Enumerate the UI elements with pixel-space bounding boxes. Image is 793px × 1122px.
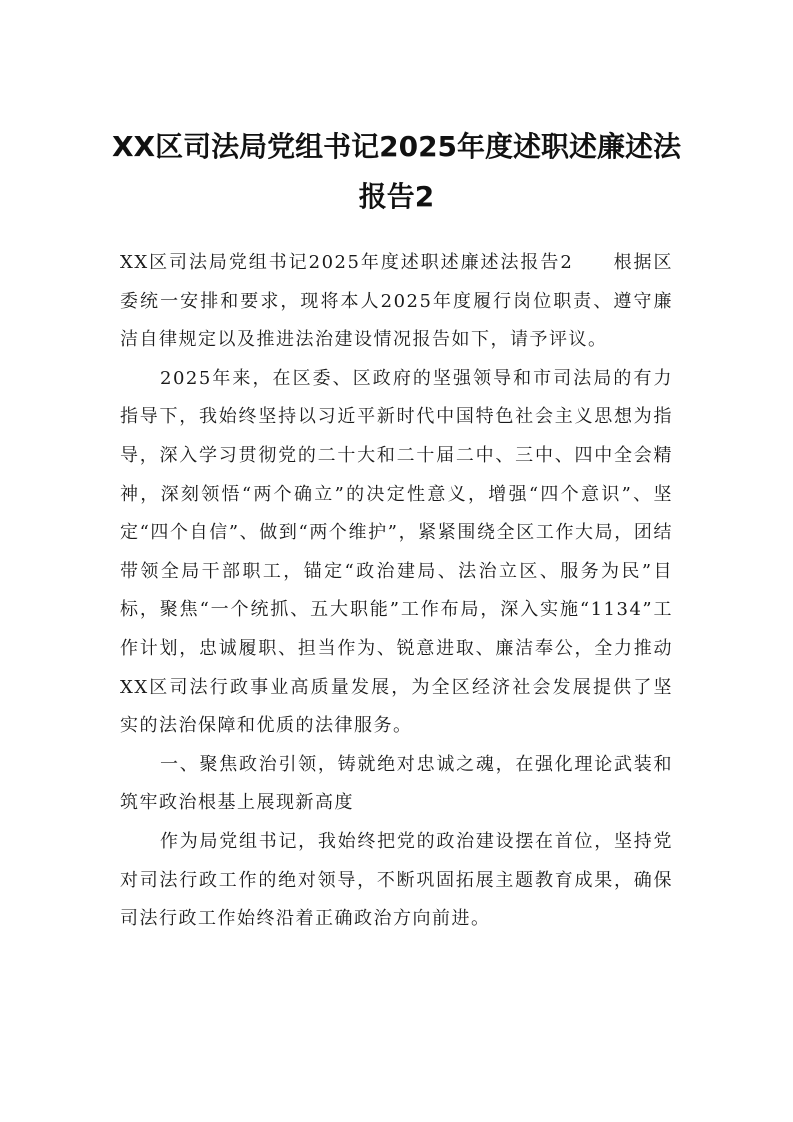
section-heading-1: 一、聚焦政治引领，铸就绝对忠诚之魂，在强化理论武装和筑牢政治根基上展现新高度 <box>120 753 673 814</box>
paragraph-overview: 2025年来，在区委、区政府的坚强领导和市司法局的有力指导下，我始终坚持以习近平新时代中国特色社会主义思想为指导，深入学习贯彻党的二十大和二十届二中、三中、四中全会精神，深刻领悟“两个确立”的决定性意义，增强“四个意识”、坚定“四个自信”、做到“两个维护”，紧紧围绕全区工作大局，团结带领全局干部职工，锚定“政治建局、法治立区、服务为民”目标，聚焦“一个统抓、五大职能”工作布局，深入实施“1134”工作计划，忠诚履职、担当作为、锐意进取、廉洁奉公，全力推动XX区司法行政事业高质量发展，为全区经济社会发展提供了坚实的法治保障和优质的法律服务。 <box>120 367 673 737</box>
document-body <box>120 244 673 939</box>
paragraph-section-1: 作为局党组书记，我始终把党的政治建设摆在首位，坚持党对司法行政工作的绝对领导，不断巩固拓展主题教育成果，确保司法行政工作始终沿着正确政治方向前进。 <box>120 830 673 930</box>
paragraph-intro: XX区司法局党组书记2025年度述职述廉述法报告2 根据区委统一安排和要求，现将本人2025年度履行岗位职责、遵守廉洁自律规定以及推进法治建设情况报告如下，请予评议。 <box>120 252 673 351</box>
document-title: XX区司法局党组书记2025年度述职述廉述法报告2 <box>111 130 682 213</box>
